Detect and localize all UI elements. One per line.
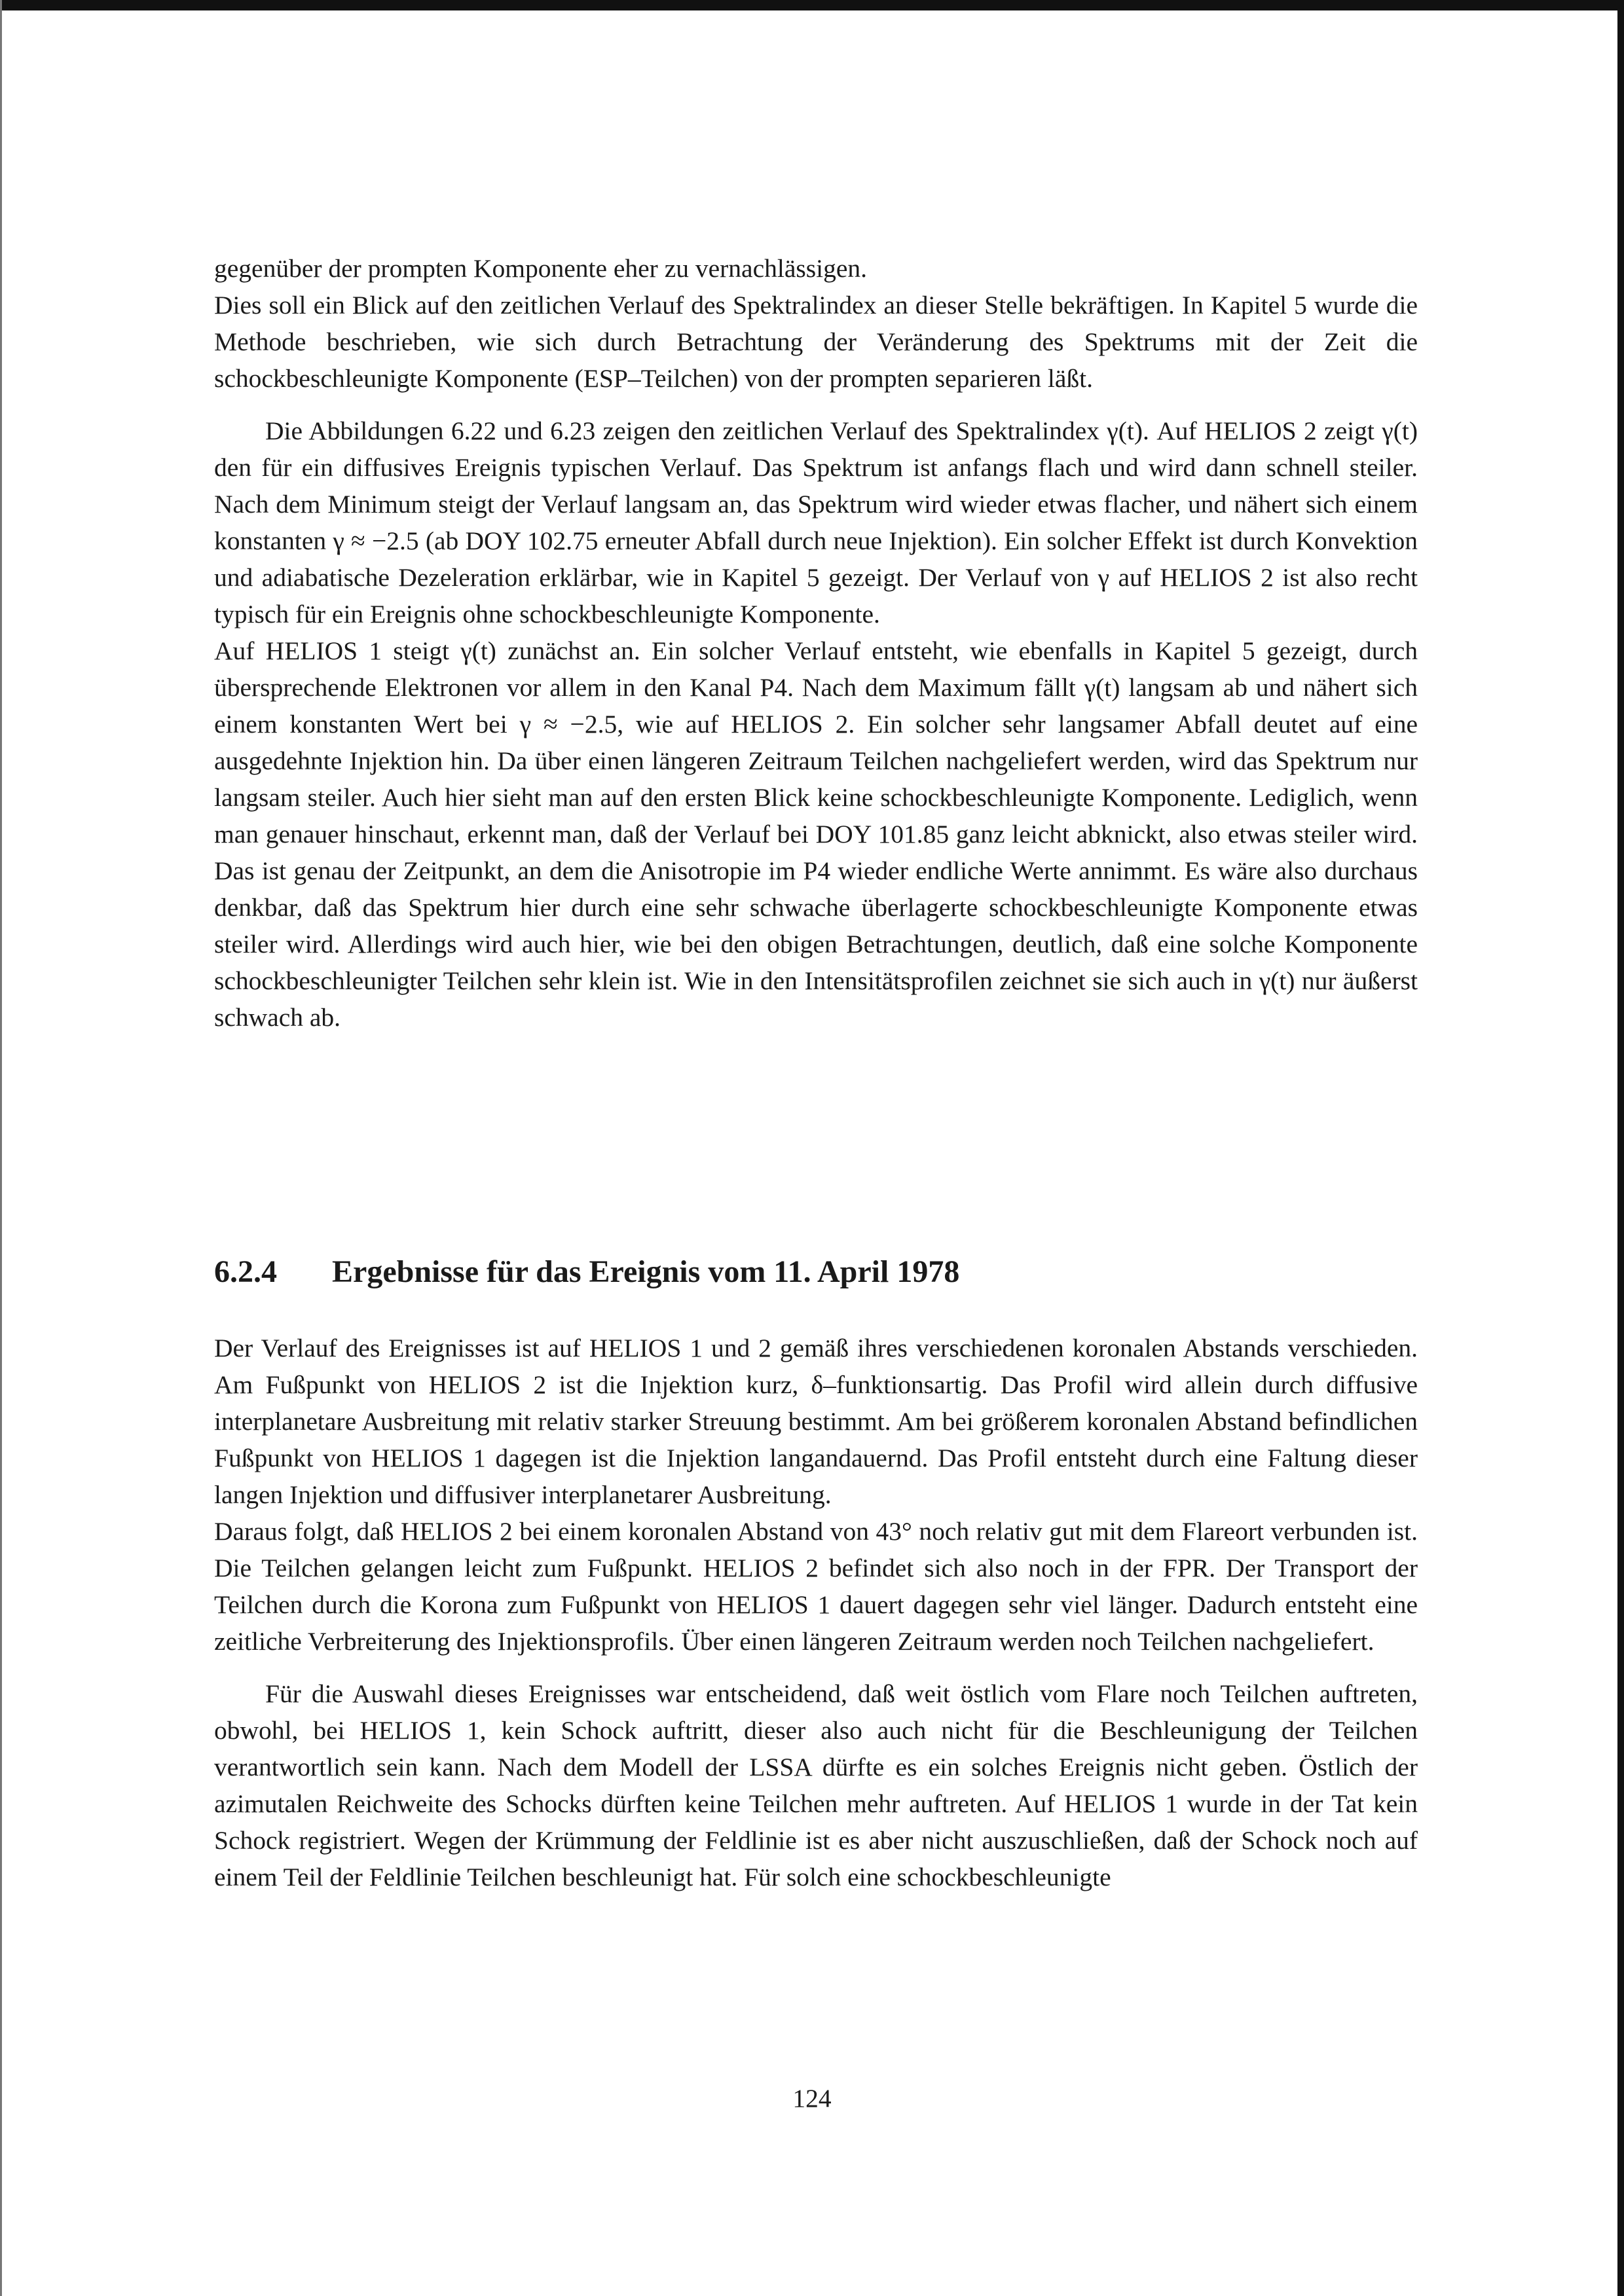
paragraph: Die Abbildungen 6.22 und 6.23 zeigen den zeitlichen Verlauf des Spektralindex γ(t). Auf HELIOS 2 zeigt γ(t) den für ein diffusives Ereignis typischen Verlauf. Das Spektrum ist anfangs flach und wird dann schnell steiler. Nach dem Minimum steigt der Verlauf langsam an, das Spektrum wird wieder etwas flacher, und nähert sich einem konstanten γ ≈ −2.5 (ab DOY 102.75 erneuter Abfall durch neue Injektion). Ein solcher Effekt ist durch Konvektion und adiabatische Dezeleration erklärbar, wie in Kapitel 5 gezeigt. Der Verlauf von γ auf HELIOS 2 ist also recht typisch für ein Ereignis ohne schockbeschleunigte Komponente.	[214, 416, 1418, 629]
paragraph: Der Verlauf des Ereignisses ist auf HELIOS 1 und 2 gemäß ihres verschiedenen koronalen Abstands verschieden. Am Fußpunkt von HELIOS 2 ist die Injektion kurz, δ–funktionsartig. Das Profil wird allein durch diffusive interplanetare Ausbreitung mit relativ starker Streuung bestimmt. Am bei größerem koronalen Abstand befindlichen Fußpunkt von HELIOS 1 dagegen ist die Injektion langandauernd. Das Profil entsteht durch eine Faltung dieser langen Injektion und diffusiver interplanetarer Ausbreitung.	[214, 1334, 1418, 1509]
scan-border-top	[0, 0, 1624, 10]
paragraph: gegenüber der prompten Komponente eher zu vernachlässigen.	[214, 254, 867, 283]
page-number: 124	[792, 2084, 832, 2113]
paragraph: Für die Auswahl dieses Ereignisses war entscheidend, daß weit östlich vom Flare noch Teilchen auftreten, obwohl, bei HELIOS 1, kein Schock auftritt, dieser also auch nicht für die Beschleunigung der Teilchen verantwortlich sein kann. Nach dem Modell der LSSA dürfte es ein solches Ereignis nicht geben. Östlich der azimutalen Reichweite des Schocks dürften keine Teilchen mehr auftreten. Auf HELIOS 1 wurde in der Tat kein Schock registriert. Wegen der Krümmung der Feldlinie ist es aber nicht auszuschließen, daß der Schock noch auf einem Teil der Feldlinie Teilchen beschleunigt hat. Für solch eine schockbeschleunigte	[214, 1679, 1418, 1891]
section-heading	[214, 1252, 1418, 1292]
section-number: 6.2.4	[214, 1254, 277, 1289]
scan-border-left	[0, 0, 2, 2296]
scan-border-right	[1617, 0, 1624, 2296]
intro-text	[214, 250, 1418, 1036]
paragraph: Daraus folgt, daß HELIOS 2 bei einem koronalen Abstand von 43° noch relativ gut mit dem Flareort verbunden ist. Die Teilchen gelangen leicht zum Fußpunkt. HELIOS 2 befindet sich also noch in der FPR. Der Transport der Teilchen durch die Korona zum Fußpunkt von HELIOS 1 dauert dagegen sehr viel länger. Dadurch entsteht eine zeitliche Verbreiterung des Injektionsprofils. Über einen längeren Zeitraum werden noch Teilchen nachgeliefert.	[214, 1517, 1418, 1656]
paragraph: Dies soll ein Blick auf den zeitlichen Verlauf des Spektralindex an dieser Stelle bekräftigen. In Kapitel 5 wurde die Methode beschrieben, wie sich durch Betrachtung der Veränderung des Spektrums mit der Zeit die schockbeschleunigte Komponente (ESP–Teilchen) von der prompten separieren läßt.	[214, 291, 1418, 393]
paragraph: Auf HELIOS 1 steigt γ(t) zunächst an. Ein solcher Verlauf entsteht, wie ebenfalls in Kapitel 5 gezeigt, durch übersprechende Elektronen vor allem in den Kanal P4. Nach dem Maximum fällt γ(t) langsam ab und nähert sich einem konstanten Wert bei γ ≈ −2.5, wie auf HELIOS 2. Ein solcher sehr langsamer Abfall deutet auf eine ausgedehnte Injektion hin. Da über einen längeren Zeitraum Teilchen nachgeliefert werden, wird das Spektrum nur langsam steiler. Auch hier sieht man auf den ersten Blick keine schockbeschleunigte Komponente. Lediglich, wenn man genauer hinschaut, erkennt man, daß der Verlauf bei DOY 101.85 ganz leicht abknickt, also etwas steiler wird. Das ist genau der Zeitpunkt, an dem die Anisotropie im P4 wieder endliche Werte annimmt. Es wäre also durchaus denkbar, daß das Spektrum hier durch eine sehr schwache überlagerte schockbeschleunigte Komponente etwas steiler wird. Allerdings wird auch hier, wie bei den obigen Betrachtungen, deutlich, daß eine solche Komponente schockbeschleunigter Teilchen sehr klein ist. Wie in den Intensitätsprofilen zeichnet sie sich auch in γ(t) nur äußerst schwach ab.	[214, 636, 1418, 1032]
section-text	[214, 1330, 1418, 1895]
section-title: Ergebnisse für das Ereignis vom 11. April 1978	[332, 1254, 960, 1289]
